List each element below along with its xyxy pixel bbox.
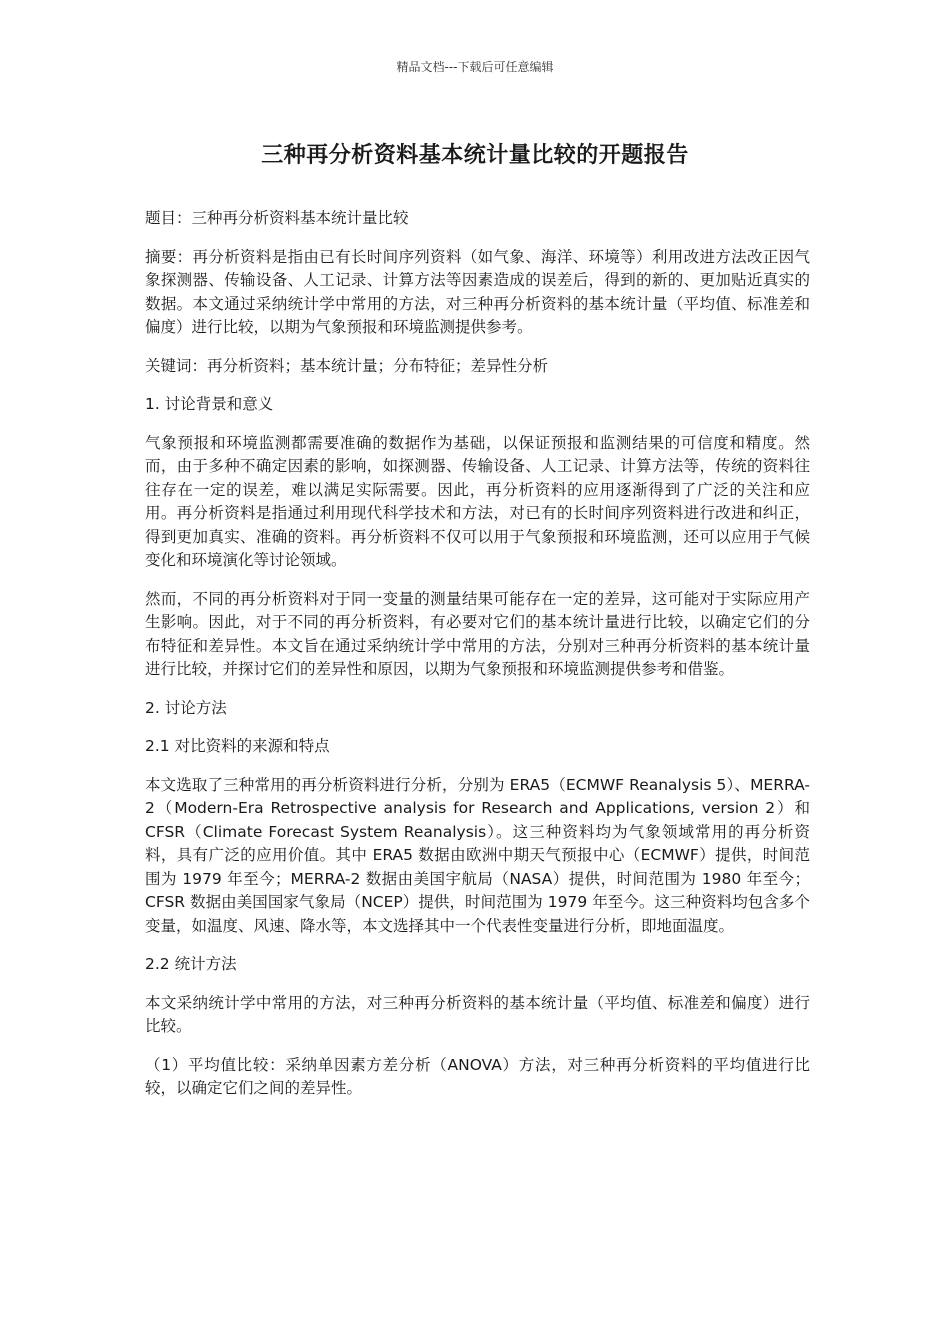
section-1-paragraph-1: 气象预报和环境监测都需要准确的数据作为基础，以保证预报和监测结果的可信度和精度。然而，由于多种不确定因素的影响，如探测器、传输设备、人工记录、计算方法等，传统的资料往往存在一定的误差，难以满足实际需要。因此，再分析资料的应用逐渐得到了广泛的关注和应用。再分析资料是指通过利用现代科学技术和方法，对已有的长时间序列资料进行改进和纠正，得到更加真实、准确的资料。再分析资料不仅可以用于气象预报和环境监测，还可以应用于气候变化和环境演化等讨论领域。 (145, 433, 810, 569)
section-2-2-paragraph-1: 本文采纳统计学中常用的方法，对三种再分析资料的基本统计量（平均值、标准差和偏度）进行比较。 (145, 993, 810, 1035)
header-note: 精品文档---下载后可任意编辑 (396, 60, 554, 74)
section-2-1-paragraph: 本文选取了三种常用的再分析资料进行分析，分别为 ERA5（ECMWF Reanalysis 5）、MERRA-2（Modern-Era Retrospective analysis for Research and Applications, version 2）和 CFSR（Climate Forecast System Reanalysis）。这三种资料均为气象领域常用的再分析资料，具有广泛的应用价值。其中 ERA5 数据由欧洲中期天气预报中心（ECMWF）提供，时间范围为 1979 年至今；MERRA-2 数据由美国宇航局（NASA）提供，时间范围为 1980 年至今；CFSR 数据由美国国家气象局（NCEP）提供，时间范围为 1979 年至今。这三种资料均包含多个变量，如温度、风速、降水等，本文选择其中一个代表性变量进行分析，即地面温度。 (145, 775, 810, 935)
section-2-1-heading: 2.1 对比资料的来源和特点 (145, 737, 330, 755)
section-2-heading: 2. 讨论方法 (145, 698, 227, 717)
abstract-paragraph: 摘要：再分析资料是指由已有长时间序列资料（如气象、海洋、环境等）利用改进方法改正因气象探测器、传输设备、人工记录、计算方法等因素造成的误差后，得到的新的、更加贴近真实的数据。本文通过采纳统计学中常用的方法，对三种再分析资料的基本统计量（平均值、标准差和偏度）进行比较，以期为气象预报和环境监测提供参考。 (145, 247, 810, 336)
document-body (145, 207, 810, 1116)
section-1-paragraph-2: 然而，不同的再分析资料对于同一变量的测量结果可能存在一定的差异，这可能对于实际应用产生影响。因此，对于不同的再分析资料，有必要对它们的基本统计量进行比较，以确定它们的分布特征和差异性。本文旨在通过采纳统计学中常用的方法，分别对三种再分析资料的基本统计量进行比较，并探讨它们的差异性和原因，以期为气象预报和环境监测提供参考和借鉴。 (145, 589, 810, 678)
document-title: 三种再分析资料基本统计量比较的开题报告 (261, 143, 689, 168)
keywords-line: 关键词：再分析资料；基本统计量；分布特征；差异性分析 (145, 356, 549, 375)
section-1-heading: 1. 讨论背景和意义 (145, 395, 274, 413)
section-2-2-paragraph-2: （1）平均值比较：采纳单因素方差分析（ANOVA）方法，对三种再分析资料的平均值进行比较，以确定它们之间的差异性。 (145, 1055, 810, 1097)
subject-line: 题目：三种再分析资料基本统计量比较 (145, 209, 409, 227)
section-2-2-heading: 2.2 统计方法 (145, 955, 237, 973)
